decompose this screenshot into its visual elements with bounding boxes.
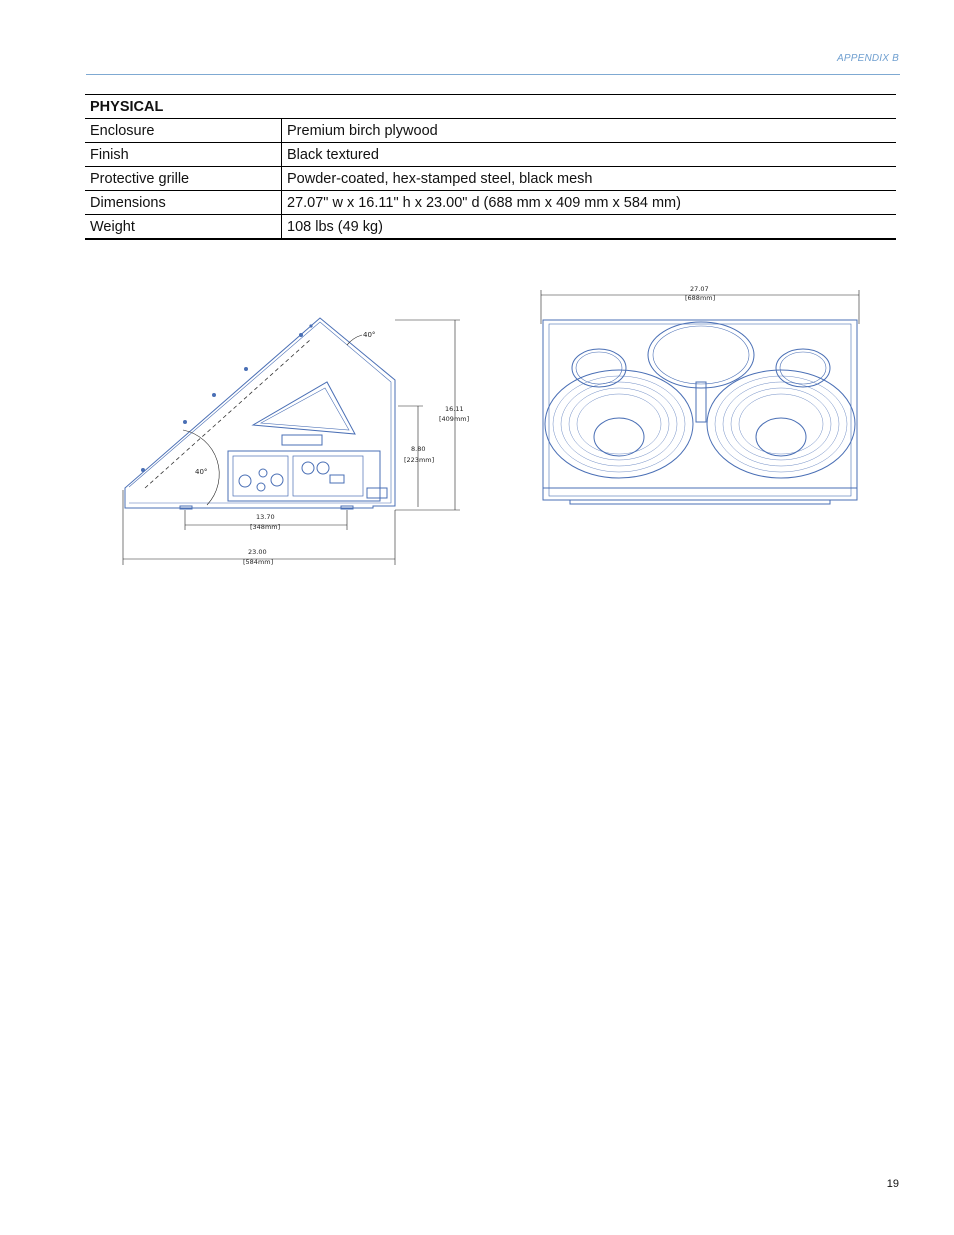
table-row bbox=[85, 143, 896, 167]
table-row bbox=[85, 119, 896, 143]
foot-in-label: 13.70 bbox=[256, 513, 275, 521]
section-label: APPENDIX B bbox=[836, 53, 899, 64]
row-value: Powder-coated, hex-stamped steel, black mesh bbox=[282, 167, 897, 191]
side-view-drawing bbox=[115, 310, 485, 575]
physical-spec-table bbox=[85, 94, 896, 240]
row-label: Weight bbox=[85, 215, 282, 240]
table-title: PHYSICAL bbox=[85, 95, 896, 119]
width-in-label: 27.07 bbox=[690, 285, 709, 293]
height-mm-label: [409mm] bbox=[439, 415, 470, 423]
angle-top-label: 40° bbox=[363, 331, 376, 339]
mid-mm-label: [223mm] bbox=[404, 456, 435, 464]
header-rule bbox=[86, 74, 900, 75]
depth-in-label: 23.00 bbox=[248, 548, 267, 556]
row-label: Finish bbox=[85, 143, 282, 167]
row-value: 27.07" w x 16.11" h x 23.00" d (688 mm x 409 mm x 584 mm) bbox=[282, 191, 897, 215]
depth-mm-label: [584mm] bbox=[243, 558, 274, 566]
row-value: Premium birch plywood bbox=[282, 119, 897, 143]
height-in-label: 16.11 bbox=[445, 405, 464, 413]
row-label: Protective grille bbox=[85, 167, 282, 191]
foot-mm-label: [348mm] bbox=[250, 523, 281, 531]
row-label: Enclosure bbox=[85, 119, 282, 143]
row-value: 108 lbs (49 kg) bbox=[282, 215, 897, 240]
front-view-drawing bbox=[535, 282, 865, 512]
table-header-row bbox=[85, 95, 896, 119]
width-mm-label: [688mm] bbox=[685, 294, 716, 302]
table-row bbox=[85, 215, 896, 240]
row-label: Dimensions bbox=[85, 191, 282, 215]
row-value: Black textured bbox=[282, 143, 897, 167]
angle-bottom-label: 40° bbox=[195, 468, 208, 476]
table-row bbox=[85, 191, 896, 215]
table-row bbox=[85, 167, 896, 191]
mid-in-label: 8.80 bbox=[411, 445, 426, 453]
page-number: 19 bbox=[886, 1178, 899, 1190]
